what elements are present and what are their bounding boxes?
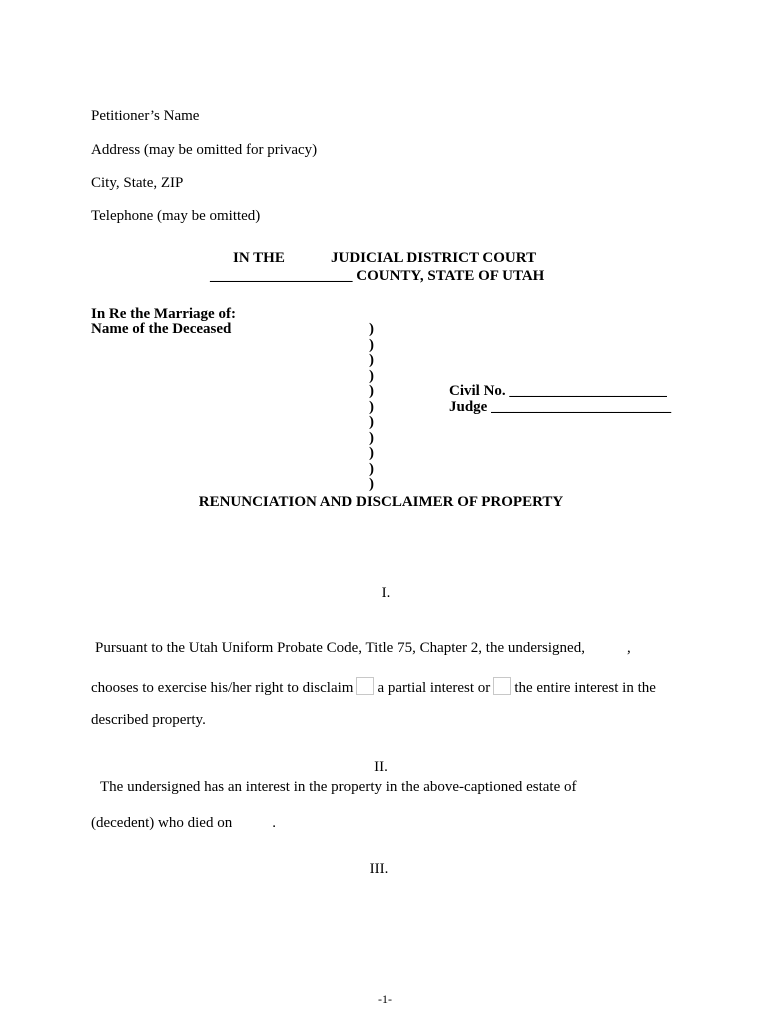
partial-interest-checkbox[interactable] xyxy=(356,677,374,695)
section-1-line-2 xyxy=(91,677,656,697)
judge xyxy=(449,399,671,416)
caption-paren: ) xyxy=(369,476,374,492)
judge-label: Judge xyxy=(449,399,488,415)
civil-no-label: Civil No. xyxy=(449,383,506,399)
court-in-the: IN THE xyxy=(233,250,285,266)
petitioner-city-state-zip: City, State, ZIP xyxy=(91,175,184,191)
court-county-line xyxy=(210,268,544,285)
disclaim-text: chooses to exercise his/her right to disclaim xyxy=(91,680,354,696)
civil-no xyxy=(449,383,667,400)
document-title: RENUNCIATION AND DISCLAIMER OF PROPERTY xyxy=(198,494,564,510)
section-1-text: Pursuant to the Utah Uniform Probate Code, Title 75, Chapter 2, the undersigned, xyxy=(95,640,585,656)
caption-paren: ) xyxy=(369,399,374,415)
caption-paren: ) xyxy=(369,414,374,430)
section-2-line-2 xyxy=(91,815,276,832)
section-1-line-3: described property. xyxy=(91,712,206,728)
petitioner-address: Address (may be omitted for privacy) xyxy=(91,142,318,158)
caption-paren: ) xyxy=(369,445,374,461)
caption-paren: ) xyxy=(369,430,374,446)
caption-paren: ) xyxy=(369,321,374,337)
page-number: -1- xyxy=(378,992,392,1006)
civil-no-blank[interactable]: _____________________ xyxy=(509,383,667,399)
decedent-died-text: (decedent) who died on xyxy=(91,815,233,831)
section-2-period: . xyxy=(272,815,276,831)
caption-paren: ) xyxy=(369,337,374,353)
in-re-marriage: In Re the Marriage of: xyxy=(91,306,236,322)
judge-blank[interactable]: ________________________ xyxy=(491,399,672,415)
entire-interest-label: the entire interest in the xyxy=(514,680,656,696)
entire-interest-checkbox[interactable] xyxy=(493,677,511,695)
petitioner-name: Petitioner’s Name xyxy=(91,108,200,124)
petitioner-telephone: Telephone (may be omitted) xyxy=(91,208,261,224)
deceased-name-label: Name of the Deceased xyxy=(91,321,232,337)
caption-paren: ) xyxy=(369,461,374,477)
partial-interest-label: a partial interest or xyxy=(377,680,491,696)
section-2-line-1: The undersigned has an interest in the property in the above-captioned estate of xyxy=(100,779,577,795)
section-2-heading: II. xyxy=(374,759,388,775)
court-name: JUDICIAL DISTRICT COURT xyxy=(331,250,537,266)
section-3-heading: III. xyxy=(369,861,389,877)
section-1-line-1 xyxy=(95,640,631,657)
county-blank[interactable]: ___________________ xyxy=(210,268,353,284)
section-1-heading: I. xyxy=(381,585,391,601)
caption-paren: ) xyxy=(369,383,374,399)
caption-paren: ) xyxy=(369,352,374,368)
section-1-comma: , xyxy=(626,640,631,656)
court-state: COUNTY, STATE OF UTAH xyxy=(356,268,545,284)
caption-paren: ) xyxy=(369,368,374,384)
